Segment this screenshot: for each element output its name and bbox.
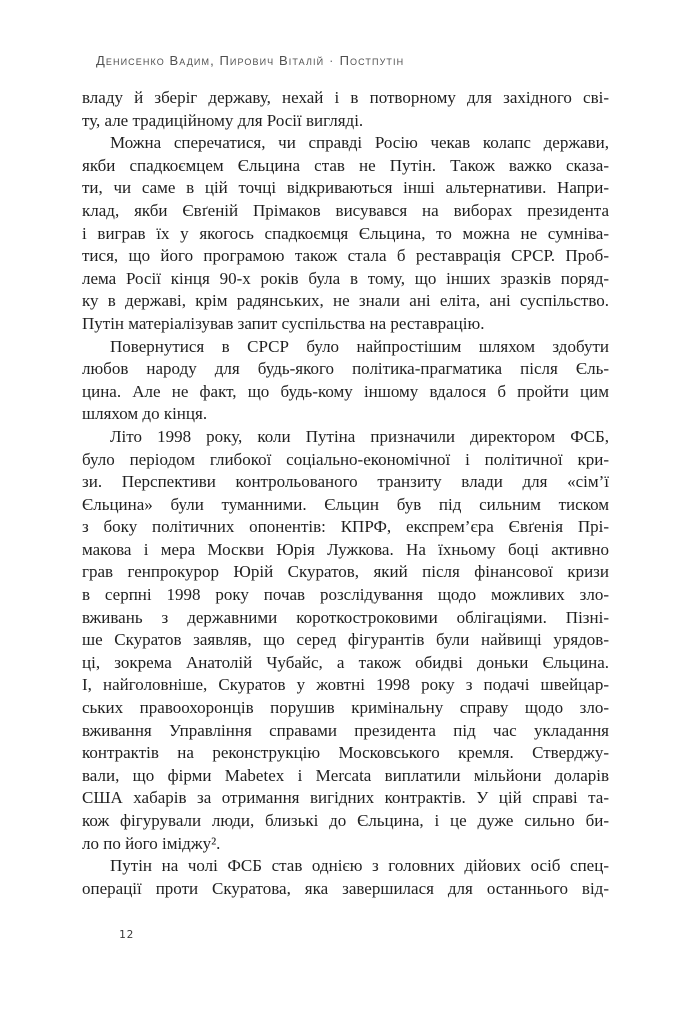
- text-line: І, найголовніше, Скуратов у жовтні 1998 року з подачі швейцар-: [82, 675, 609, 695]
- text-line: було періодом глибокої соціально-економічної і політичної кри-: [82, 449, 609, 469]
- text-line: Повернутися в СРСР було найпростішим шляхом здобути: [110, 336, 609, 356]
- page-number: 12: [119, 928, 135, 941]
- running-head: [96, 53, 404, 68]
- text-line: владу й зберіг державу, нехай і в потворному для західного сві-: [82, 88, 609, 107]
- text-line: ти, чи саме в цій точці відкриваються інші альтернативи. Напри-: [82, 178, 609, 198]
- text-line: клад, якби Євґеній Прімаков висувався на виборах президента: [82, 200, 609, 220]
- text-line: Можна сперечатися, чи справді Росію чекав колапс держави,: [110, 133, 609, 153]
- paragraph: [82, 132, 609, 335]
- text-line: Літо 1998 року, коли Путіна призначили директором ФСБ,: [110, 426, 609, 446]
- text-line: шляхом до кінця.: [82, 404, 208, 424]
- paragraph: [82, 426, 609, 855]
- text-line: ці, зокрема Анатолій Чубайс, а також обидві доньки Єльцина.: [82, 652, 609, 672]
- text-line: з боку політичних опонентів: КПРФ, експрем’єра Євґенія Прі-: [82, 517, 609, 537]
- text-line: Єльцина» були туманними. Єльцин був під сильним тиском: [82, 494, 609, 514]
- text-line: Путін на чолі ФСБ став однією з головних дійових осіб спец-: [110, 856, 609, 876]
- paragraph: [82, 87, 609, 132]
- paragraph: [82, 336, 609, 426]
- text-line: ше Скуратов заявляв, що серед фігурантів були найвищі урядов-: [82, 630, 609, 650]
- text-line: США хабарів за отримання вигідних контрактів. У цій справі та-: [82, 788, 609, 808]
- text-line: ку в державі, крім радянських, не знали ані еліта, ані суспільство.: [82, 291, 609, 311]
- paragraphs: [82, 87, 609, 900]
- page-body: [82, 87, 609, 900]
- text-line: ських правоохоронців порушив кримінальну справу щодо зло-: [82, 698, 609, 718]
- text-line: Путін матеріалізував запит суспільства на реставрацію.: [82, 313, 485, 333]
- text-line: і виграв їх у якогось спадкоємця Єльцина, то можна не сумніва-: [82, 223, 609, 243]
- paragraph: [82, 855, 609, 900]
- text-line: зи. Перспективи контрольованого транзиту влади для «сім’ї: [82, 472, 609, 492]
- text-line: ту, але традиційному для Росії вигляді.: [82, 110, 364, 130]
- text-line: вали, що фірми Mabetex і Mercata виплатили мільйони доларів: [82, 765, 609, 785]
- text-line: любов народу для будь-якого політика-прагматика після Єль-: [82, 359, 609, 379]
- running-head-separator: ·: [329, 53, 335, 68]
- text-line: вживання Управління справами президента під час укладання: [82, 720, 609, 740]
- text-line: якби спадкоємцем Єльцина став не Путін. Також важко сказа-: [82, 155, 609, 175]
- text-line: лема Росії кінця 90-х років була в тому, що інших зразків поряд-: [82, 268, 609, 288]
- text-line: кож фігурували люди, близькі до Єльцина, і це дуже сильно би-: [82, 811, 609, 830]
- running-head-authors: Денисенко Вадим, Пирович Віталій: [96, 53, 325, 68]
- text-line: макова і мера Москви Юрія Лужкова. На їхньому боці активно: [82, 539, 609, 559]
- running-head-book-title: Постпутін: [339, 53, 405, 68]
- text-line: в серпні 1998 року почав розслідування щодо можливих зло-: [82, 585, 609, 605]
- text-line: грав генпрокурор Юрій Скуратов, який після фінансової кризи: [82, 562, 609, 582]
- text-line: ло по його іміджу².: [82, 833, 221, 853]
- text-line: тися, що його програмою також стала б реставрація СРСР. Проб-: [82, 246, 609, 266]
- text-line: цина. Але не факт, що будь-кому іншому вдалося б пройти цим: [82, 381, 609, 401]
- text-line: контрактів на реконструкцію Московського кремля. Стверджу-: [82, 743, 609, 763]
- text-line: вживань з державними короткостроковими облігаціями. Пізні-: [82, 607, 609, 627]
- text-line: операції проти Скуратова, яка завершилася для останнього від-: [82, 878, 609, 898]
